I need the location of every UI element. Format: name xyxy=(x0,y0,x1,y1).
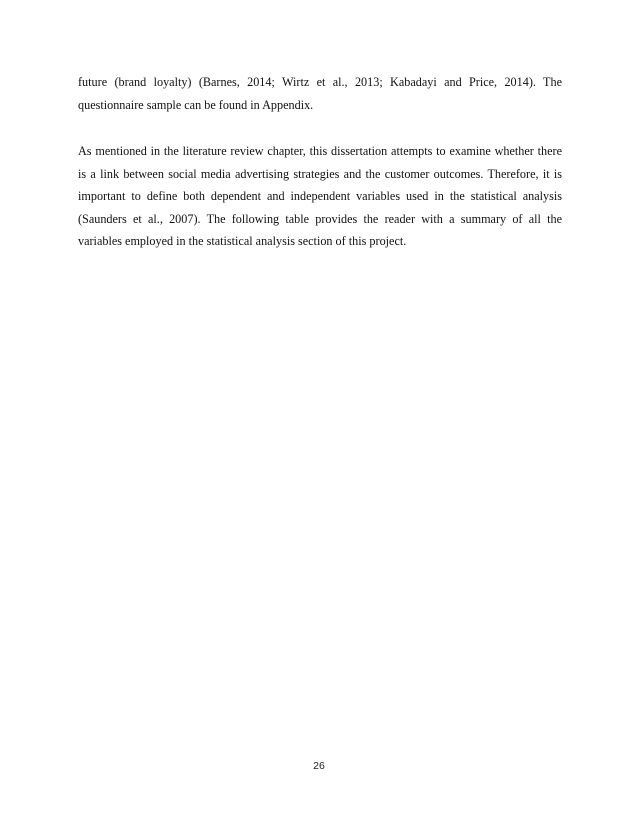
page-number: 26 xyxy=(313,760,325,772)
paragraph-2 xyxy=(78,140,562,253)
paragraph-line: As mentioned in the literature review chapter, this dissertation attempts to examine whether there xyxy=(78,144,562,158)
paragraph-line: future (brand loyalty) (Barnes, 2014; Wirtz et al., 2013; Kabadayi and Price, 2014). The xyxy=(78,75,562,89)
paragraph-line: (Saunders et al., 2007). The following table provides the reader with a summary of all the xyxy=(78,211,562,226)
paragraph-line: important to define both dependent and independent variables used in the statistical analysis xyxy=(78,189,562,203)
paragraph-line: questionnaire sample can be found in Appendix. xyxy=(78,97,314,112)
paragraph-line: variables employed in the statistical analysis section of this project. xyxy=(78,234,407,248)
paragraph-line: is a link between social media advertising strategies and the customer outcomes. Therefore, it is xyxy=(78,166,562,181)
paragraph-1 xyxy=(78,71,562,116)
